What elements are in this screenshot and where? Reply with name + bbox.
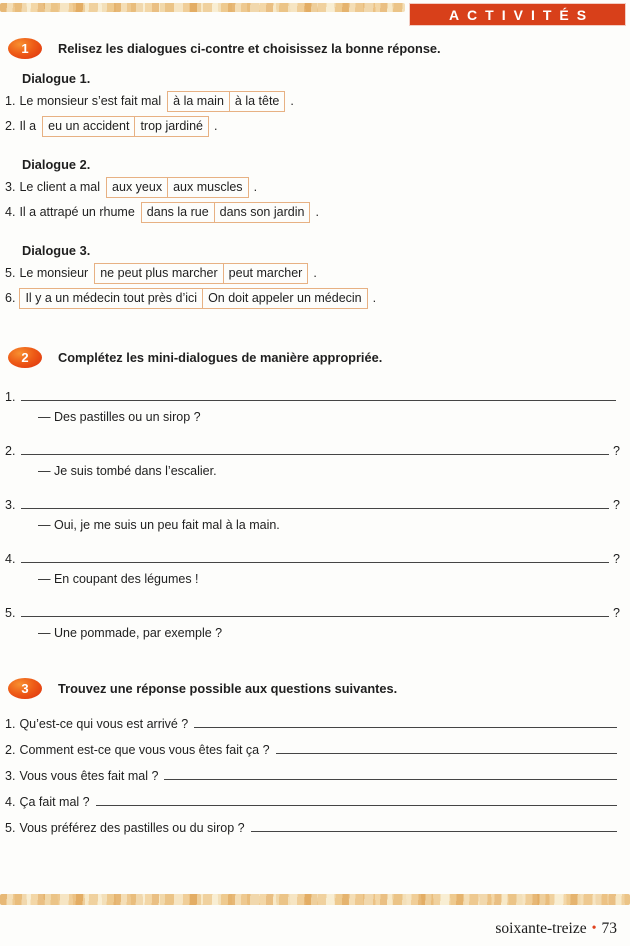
question-row: [5, 816, 630, 835]
writing-line: [21, 497, 609, 510]
exercise-number: 1: [21, 41, 29, 56]
exercise-2: [0, 347, 630, 652]
item-period: .: [315, 205, 319, 219]
question-row: [5, 738, 630, 757]
answer-blank-row: [5, 544, 630, 566]
item-number: 2.: [5, 119, 16, 133]
item-period: .: [253, 180, 258, 194]
decorative-band-top: [0, 3, 405, 12]
question-mark: ?: [613, 606, 620, 620]
dialogue-1-header: Dialogue 1.: [22, 71, 91, 86]
exercise-number-badge: [8, 347, 42, 368]
dialogue-line: [5, 90, 630, 112]
writing-line: [21, 605, 609, 618]
dialogue-line: [5, 115, 630, 137]
dialogue-line: [5, 287, 630, 309]
question-row: [5, 764, 630, 783]
item-text: Le monsieur: [19, 266, 89, 280]
exercise-1-title: Relisez les dialogues ci-contre et choisissez la bonne réponse.: [58, 41, 441, 56]
writing-line: [276, 742, 617, 755]
writing-line: [21, 551, 609, 564]
question-text: Comment est-ce que vous vous êtes fait ça ?: [19, 743, 270, 757]
item-text: Il a attrapé un rhume: [19, 205, 135, 219]
exercise-1-header: [8, 38, 630, 59]
option-box: Il y a un médecin tout près d’ici: [19, 288, 203, 309]
exercise-1: [0, 38, 630, 309]
item-number: 6.: [5, 291, 16, 305]
item-number: 2.: [5, 743, 16, 757]
option-box: aux muscles: [167, 177, 248, 198]
item-text: Le monsieur s’est fait mal: [19, 94, 162, 108]
question-text: Vous vous êtes fait mal ?: [19, 769, 159, 783]
exercise-2-header: [8, 347, 630, 368]
item-period: .: [213, 119, 218, 133]
dialogue-line: [5, 176, 630, 198]
exercise-2-title: Complétez les mini-dialogues de manière appropriée.: [58, 350, 383, 365]
item-number: 3.: [5, 769, 16, 783]
dialogue-3-header: Dialogue 3.: [22, 243, 91, 258]
question-mark: ?: [613, 552, 620, 566]
option-box: dans son jardin: [214, 202, 311, 223]
item-number: 4.: [5, 552, 16, 566]
writing-line: [194, 716, 617, 729]
question-mark: ?: [613, 444, 620, 458]
dialogue-2-header: Dialogue 2.: [22, 157, 91, 172]
decorative-band-bottom: [0, 894, 630, 905]
option-box: à la tête: [229, 91, 285, 112]
item-number: 3.: [5, 498, 16, 512]
option-box: dans la rue: [141, 202, 215, 223]
option-box: eu un accident: [42, 116, 135, 137]
answer-blank-row: [5, 598, 630, 620]
item-number: 3.: [5, 180, 16, 194]
page-footer: [495, 920, 617, 938]
item-number: 4.: [5, 205, 16, 219]
item-number: 4.: [5, 795, 16, 809]
answer-blank-row: [5, 436, 630, 458]
writing-line: [21, 389, 616, 402]
dialogue-reply: — Une pommade, par exemple ?: [38, 626, 223, 640]
option-box: ne peut plus marcher: [94, 263, 223, 284]
item-number: 5.: [5, 606, 16, 620]
dialogue-reply: — Je suis tombé dans l’escalier.: [38, 464, 217, 478]
item-text: Le client a mal: [19, 180, 101, 194]
writing-line: [96, 794, 617, 807]
exercise-3-title: Trouvez une réponse possible aux questions suivantes.: [58, 681, 398, 696]
answer-blank-row: [5, 382, 630, 404]
question-text: Qu’est-ce qui vous est arrivé ?: [19, 717, 189, 731]
item-period: .: [372, 291, 377, 305]
item-period: .: [290, 94, 294, 108]
writing-line: [251, 820, 617, 833]
dialogue-reply: — Des pastilles ou un sirop ?: [38, 410, 201, 424]
question-mark: ?: [613, 498, 620, 512]
question-text: Vous préférez des pastilles ou du sirop ?: [19, 821, 245, 835]
exercise-3-header: [8, 678, 630, 699]
exercise-number-badge: [8, 678, 42, 699]
dialogue-reply: — En coupant des légumes !: [38, 572, 199, 586]
exercise-number: 3: [21, 681, 29, 696]
question-row: [5, 712, 630, 731]
question-row: [5, 790, 630, 809]
option-box: à la main: [167, 91, 230, 112]
option-box: On doit appeler un médecin: [202, 288, 368, 309]
item-period: .: [313, 266, 317, 280]
item-number: 1.: [5, 94, 16, 108]
option-box: aux yeux: [106, 177, 168, 198]
page-number-word: soixante-treize: [495, 920, 587, 937]
dialogue-reply: — Oui, je me suis un peu fait mal à la main.: [38, 518, 280, 532]
footer-bullet-icon: •: [591, 921, 597, 936]
banner-label: ACTIVITÉS: [448, 6, 595, 23]
dialogue-line: [5, 201, 630, 223]
activities-banner: [410, 4, 625, 25]
answer-blank-row: [5, 490, 630, 512]
writing-line: [164, 768, 617, 781]
item-number: 1.: [5, 717, 16, 731]
item-text: Il a: [19, 119, 37, 133]
exercise-number-badge: [8, 38, 42, 59]
item-number: 2.: [5, 444, 16, 458]
writing-line: [21, 443, 609, 456]
item-number: 5.: [5, 266, 16, 280]
exercise-number: 2: [21, 350, 29, 365]
option-box: peut marcher: [223, 263, 309, 284]
exercise-3: [0, 678, 630, 835]
item-number: 1.: [5, 390, 16, 404]
question-text: Ça fait mal ?: [19, 795, 90, 809]
item-number: 5.: [5, 821, 16, 835]
page-number: 73: [601, 920, 617, 937]
option-box: trop jardiné: [134, 116, 209, 137]
dialogue-line: [5, 262, 630, 284]
